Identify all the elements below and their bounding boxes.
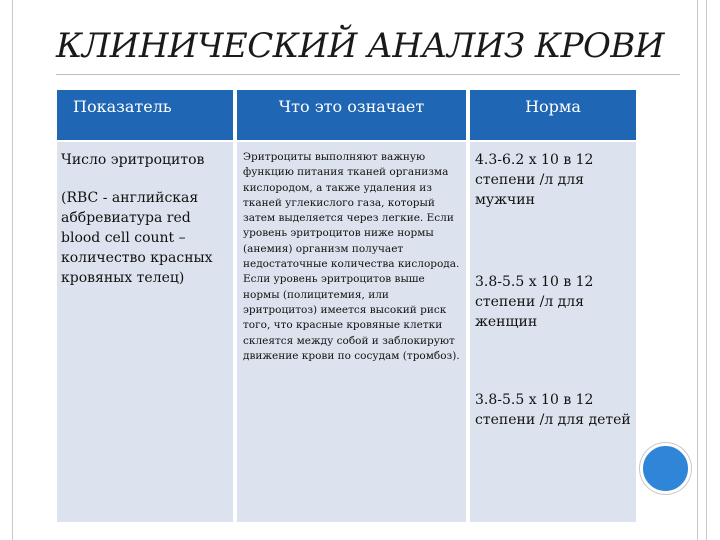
indicator-name: Число эритроцитов <box>61 152 205 168</box>
cell-norm <box>470 142 636 522</box>
frame-line-left <box>12 0 13 540</box>
decorative-circle <box>640 443 691 494</box>
slide-title: КЛИНИЧЕСКИЙ АНАЛИЗ КРОВИ <box>56 26 665 66</box>
cell-meaning <box>237 142 466 522</box>
indicator-description: (RBC - английская аббревиатура red blood cell count – количество красных кровяных телец) <box>61 190 213 286</box>
header-indicator <box>57 90 233 140</box>
header-meaning <box>237 90 466 140</box>
header-norm <box>470 90 636 140</box>
header-indicator-label: Показатель <box>73 97 172 116</box>
frame-line-right-inner <box>697 0 698 540</box>
meaning-text: Эритроциты выполняют важную функцию питания тканей организма кислородом, а также удаления из тканей углекислого газа, который затем выделяется через легкие. Если уровень эритроцитов ниже нормы (анемия) организм получает недостаточные количества кислорода. Если уровень эритроцитов выше нормы (полицитемия, или эритроцитоз) имеется высокий риск того, что красные кровяные клетки склеятся между собой и заблокируют движение крови по сосудам (тромбоз). <box>243 151 460 362</box>
norm-women: 3.8-5.5 х 10 в 12 степени /л для женщин <box>475 274 594 330</box>
norm-men: 4.3-6.2 х 10 в 12 степени /л для мужчин <box>475 152 594 208</box>
frame-line-right-outer <box>706 0 707 540</box>
header-norm-label: Норма <box>525 97 581 116</box>
norm-children: 3.8-5.5 х 10 в 12 степени /л для детей <box>475 392 631 428</box>
cell-indicator <box>57 142 233 522</box>
header-meaning-label: Что это означает <box>278 97 425 116</box>
title-underline <box>56 74 680 75</box>
